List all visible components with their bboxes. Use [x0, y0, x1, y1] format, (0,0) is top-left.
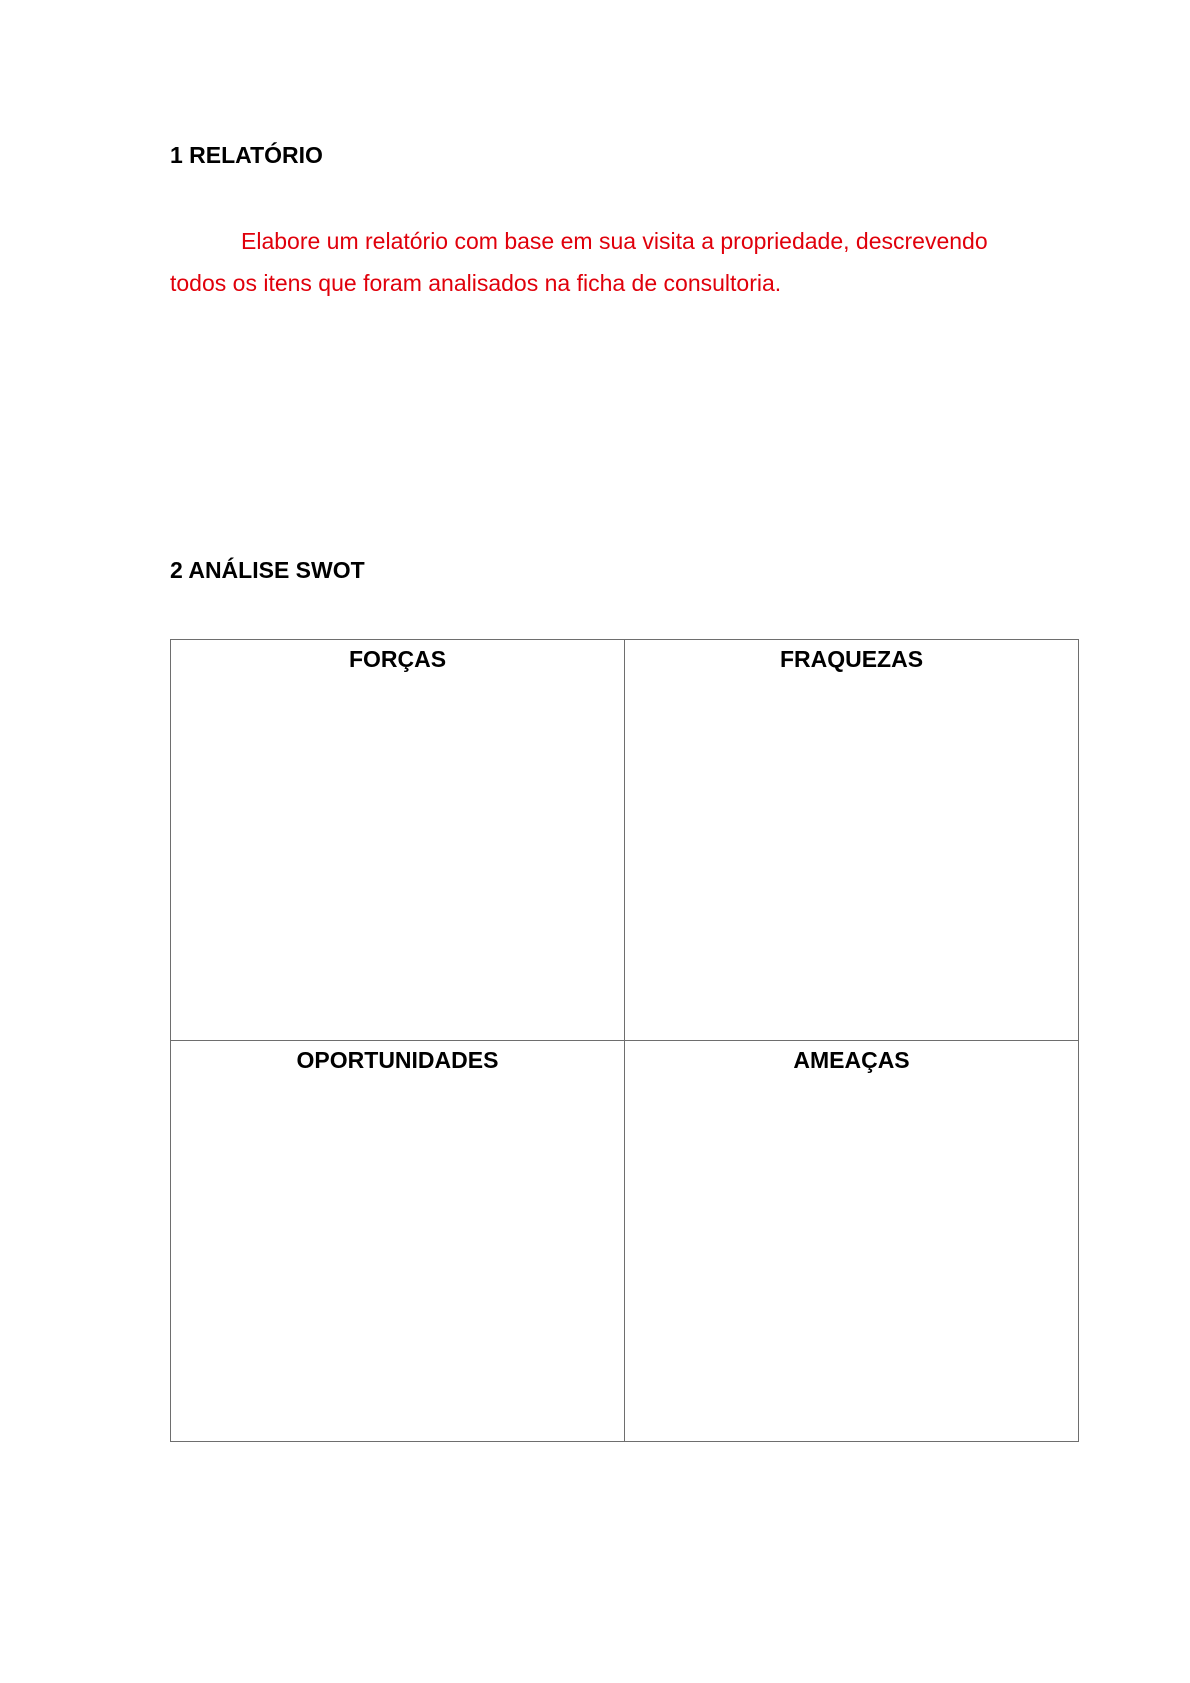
swot-table — [170, 639, 1079, 1442]
instruction-text: Elabore um relatório com base em sua visita a propriedade, descrevendo todos os itens que foram analisados na ficha de consultoria. — [170, 228, 988, 296]
swot-cell-opportunities — [171, 1041, 625, 1442]
swot-title-opportunities: OPORTUNIDADES — [296, 1047, 499, 1073]
section-heading-relatorio: 1 RELATÓRIO — [170, 142, 323, 168]
swot-row-top — [171, 640, 1079, 1041]
swot-cell-threats — [625, 1041, 1079, 1442]
swot-row-bottom — [171, 1041, 1079, 1442]
swot-title-threats: AMEAÇAS — [793, 1047, 910, 1073]
swot-title-strengths: FORÇAS — [348, 646, 447, 672]
swot-cell-strengths — [171, 640, 625, 1041]
swot-title-weaknesses: FRAQUEZAS — [779, 646, 924, 672]
swot-cell-weaknesses — [625, 640, 1079, 1041]
section-heading-swot: 2 ANÁLISE SWOT — [170, 557, 365, 583]
